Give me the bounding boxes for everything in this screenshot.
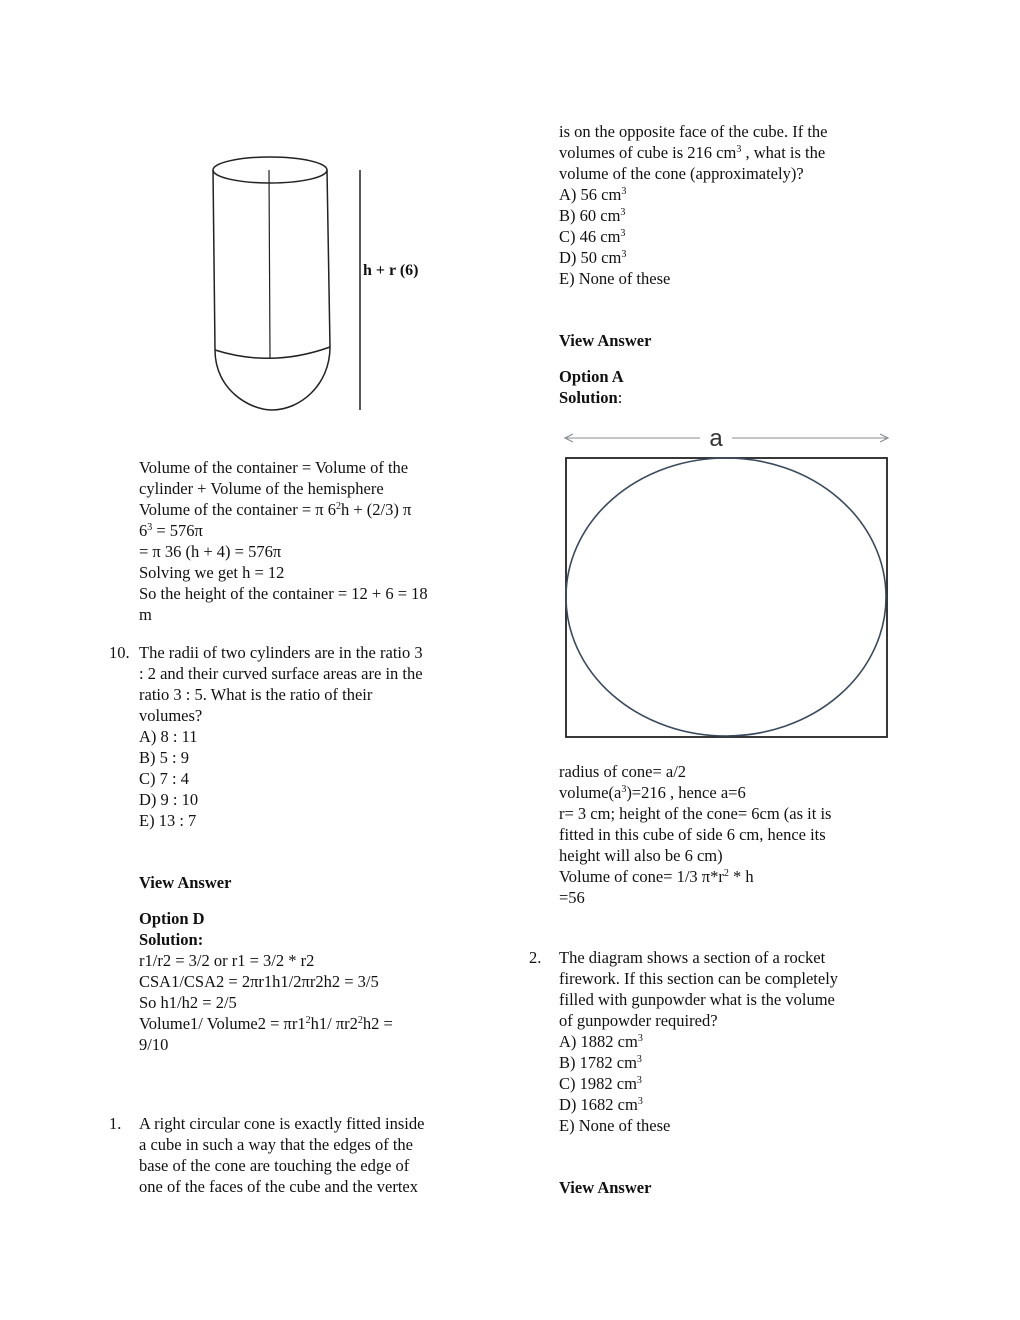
question-1-solution-line: $volume(a^3)=216$ , hence a=6 bbox=[559, 783, 746, 802]
question-2-text-line: filled with gunpowder what is the volume bbox=[559, 990, 835, 1009]
question-1-option-a: A) 56 $cm^3$ bbox=[559, 185, 627, 204]
side-label: a bbox=[709, 425, 723, 452]
question-2-number: 2. bbox=[529, 948, 542, 967]
question-10-solution-line: Volume1/ Volume2 = $\pi r1^2h1/$ $\pi r2^2h2$ = bbox=[139, 1014, 393, 1033]
question-1-continued bbox=[559, 121, 828, 289]
question-2-view-answer-link[interactable]: View Answer bbox=[559, 1178, 652, 1197]
question-10 bbox=[139, 642, 423, 831]
cylinder-axis bbox=[269, 170, 270, 358]
question-10-text-line: ratio 3 : 5. What is the ratio of their bbox=[139, 685, 373, 704]
calc-line-8: m bbox=[139, 605, 152, 624]
question-1-answer-option: Option A bbox=[559, 367, 624, 386]
question-10-solution bbox=[139, 908, 393, 1055]
cone-base-circle bbox=[566, 458, 886, 736]
cylinder-base-curve bbox=[215, 347, 330, 358]
question-2 bbox=[559, 947, 838, 1136]
cone-in-cube-diagram bbox=[560, 422, 895, 744]
question-10-text-line: volumes? bbox=[139, 706, 203, 725]
question-10-solution-line: So h1/h2 = 2/5 bbox=[139, 993, 237, 1012]
question-10-option-a: A) 8 : 11 bbox=[139, 727, 198, 746]
question-10-solution-line: 9/10 bbox=[139, 1035, 169, 1054]
question-1-option-d: D) 50 $cm^3$ bbox=[559, 248, 627, 267]
question-1-solution-label: Solution: bbox=[559, 388, 623, 407]
question-10-option-d: D) 9 : 10 bbox=[139, 790, 199, 809]
question-1 bbox=[139, 1113, 424, 1197]
question-10-answer-option: Option D bbox=[139, 909, 205, 928]
question-1-option-c: C) 46 $cm^3$ bbox=[559, 227, 626, 246]
calc-line-5: = π 36 (h + 4) = 576π bbox=[139, 542, 282, 561]
question-1-answer bbox=[559, 366, 624, 408]
question-10-solution-line: CSA1/CSA2 = 2πr1h1/2πr2h2 = 3/5 bbox=[139, 972, 379, 991]
question-10-text-line: : 2 and their curved surface areas are in the bbox=[139, 664, 423, 683]
calc-line-7: So the height of the container = 12 + 6 = 18 bbox=[139, 584, 428, 603]
question-2-text-line: of gunpowder required? bbox=[559, 1011, 718, 1030]
question-1-text-line: base of the cone are touching the edge of bbox=[139, 1156, 410, 1175]
question-1-number: 1. bbox=[109, 1114, 122, 1133]
question-2-option-d: D) 1682 $cm^3$ bbox=[559, 1095, 643, 1114]
question-2-option-e: E) None of these bbox=[559, 1116, 671, 1135]
question-1-option-b: B) 60 $cm^3$ bbox=[559, 206, 626, 225]
question-1-option-e: E) None of these bbox=[559, 269, 671, 288]
calc-line-4: $6^3 = 576\pi$ bbox=[139, 521, 203, 540]
calc-line-6: Solving we get h = 12 bbox=[139, 563, 285, 582]
question-10-option-e: E) 13 : 7 bbox=[139, 811, 197, 830]
question-1-solution-line: Volume of cone= 1/3 $\pi*r^2$ * h bbox=[559, 867, 754, 886]
height-label: h + r (6) bbox=[363, 262, 419, 279]
question-2-option-b: B) 1782 $cm^3$ bbox=[559, 1053, 642, 1072]
question-10-number: 10. bbox=[109, 643, 130, 662]
container-diagram bbox=[200, 150, 450, 420]
container-volume-solution bbox=[139, 457, 428, 625]
question-10-text-line: The radii of two cylinders are in the ratio 3 bbox=[139, 643, 423, 662]
question-1-text-line: volumes of cube is 216 $cm^3$ , what is the bbox=[559, 143, 826, 162]
question-10-view-answer-link[interactable]: View Answer bbox=[139, 873, 232, 892]
calc-line-2: cylinder + Volume of the hemisphere bbox=[139, 479, 384, 498]
question-1-solution-line: r= 3 cm; height of the cone= 6cm (as it is bbox=[559, 804, 832, 823]
question-1-text-line: a cube in such a way that the edges of the bbox=[139, 1135, 413, 1154]
cylinder-right-edge bbox=[327, 170, 330, 347]
question-10-solution-line: r1/r2 = 3/2 or r1 = 3/2 * r2 bbox=[139, 951, 315, 970]
calc-line-3: Volume of the container = π $6^2h + (2/3)$ π bbox=[139, 500, 412, 519]
question-1-solution-line: radius of cone= a/2 bbox=[559, 762, 687, 781]
cylinder-left-edge bbox=[213, 170, 215, 350]
question-1-text-line: volume of the cone (approximately)? bbox=[559, 164, 804, 183]
question-1-text-line: one of the faces of the cube and the vertex bbox=[139, 1177, 418, 1196]
question-2-text-line: The diagram shows a section of a rocket bbox=[559, 948, 826, 967]
hemisphere-arc bbox=[215, 347, 330, 410]
question-1-text-line: is on the opposite face of the cube. If the bbox=[559, 122, 828, 141]
question-10-option-c: C) 7 : 4 bbox=[139, 769, 189, 788]
question-10-solution-label: Solution: bbox=[139, 930, 204, 949]
calc-line-1: Volume of the container = Volume of the bbox=[139, 458, 409, 477]
question-2-option-c: C) 1982 $cm^3$ bbox=[559, 1074, 642, 1093]
question-1-solution-line: height will also be 6 cm) bbox=[559, 846, 723, 865]
question-10-option-b: B) 5 : 9 bbox=[139, 748, 189, 767]
cylinder-top-ellipse bbox=[213, 157, 327, 183]
question-2-text-line: firework. If this section can be completely bbox=[559, 969, 839, 988]
question-2-option-a: A) 1882 $cm^3$ bbox=[559, 1032, 643, 1051]
question-1-solution bbox=[559, 761, 831, 908]
question-1-text-line: A right circular cone is exactly fitted inside bbox=[139, 1114, 425, 1133]
question-1-view-answer-link[interactable]: View Answer bbox=[559, 331, 652, 350]
question-1-solution-line: fitted in this cube of side 6 cm, hence its bbox=[559, 825, 826, 844]
question-1-solution-line: =56 bbox=[559, 888, 585, 907]
